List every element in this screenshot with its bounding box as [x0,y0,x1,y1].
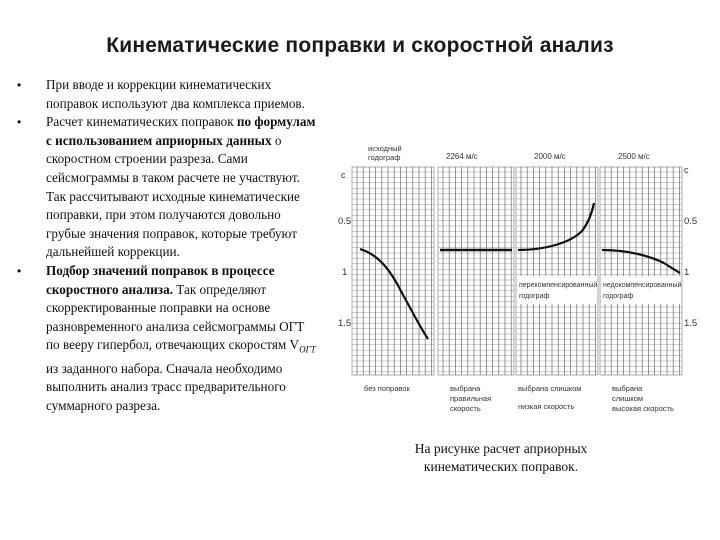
bullet-dot: • [17,263,22,278]
label-high-line3: высокая скорость [612,404,674,413]
bullet-3-text-mid: Так определяют скорректированные поправки на основе разновременного анализа сейсмограммы ОГТ по вееру гипербол, отвечающих скоростям V [46,281,305,353]
seismogram-svg [330,143,700,420]
label-correct-line1: выбрана [450,384,481,393]
panel-4-frame [600,167,682,375]
panel-3-frame [516,167,598,375]
slide-title: Кинематические поправки и скоростной анализ [106,34,614,57]
label-velocity-2264: 2264 м/с [446,152,478,161]
label-velocity-2000: 2000 м/с [534,152,566,161]
bullet-item-3 [16,262,321,415]
label-low-line1: выбрана слишком [518,384,582,393]
tick-right-1: 1 [684,267,690,278]
bullet-2-text-bold: по формулам с использованием априорных данных [46,114,316,148]
tick-left-1: 1 [342,267,348,278]
label-overcompensated-line1: перекомпенсированный [519,282,598,289]
tick-right-0-5: 0.5 [684,216,698,227]
tick-left-0-5: 0.5 [338,216,352,227]
bullet-2-text-start: Расчет кинематических поправок [46,114,237,130]
label-correct-line2: правильная [450,394,492,403]
label-high-line2: слишком [612,394,644,403]
bullet-item-2 [16,113,321,262]
axis-unit-left: с [341,170,346,180]
label-no-correction: без поправок [364,384,410,393]
bullet-1-text: При вводе и коррекции кинематических поправок используют два комплекса приемов. [46,77,305,111]
bullet-3-text-bold: Подбор значений поправок в процессе скоростного анализа. [46,262,275,297]
label-undercompensated-line1: недокомпенсированный [603,282,682,289]
bullet-item-1 [16,76,321,113]
label-hodograph-line1: исходный [368,144,402,153]
figure-caption [366,440,636,476]
axis-unit-right: с [684,165,689,175]
label-correct-line3: скорость [450,404,481,413]
label-overcompensated-line2: годограф [519,293,550,300]
caption-line-2: кинематических поправок. [423,459,579,474]
bullet-dot: • [17,115,22,130]
label-low-line2: низкая скорость [518,402,575,411]
label-hodograph-line2: годограф [368,153,401,162]
bullet-3-subscript: ОГТ [299,344,316,355]
bullet-dot: • [17,78,22,92]
seismogram-figure [330,143,700,420]
caption-line-1: На рисунке расчет априорных [414,441,588,456]
tick-left-1-5: 1.5 [338,318,352,329]
bullet-list [16,76,321,415]
panel-1-frame [352,167,434,375]
tick-right-1-5: 1.5 [684,318,698,329]
label-velocity-2500: 2500 м/с [618,152,650,161]
label-high-line1: выбрана [612,384,643,393]
bullet-2-text-end: о скоростном строении разреза. Сами сейсмограммы в таком расчете не участвуют. Так рассчитывают исходные кинематические поправки, при этом получаются довольно грубые значения поправок, которые требуют дальнейшей коррекции. [46,132,300,260]
bullet-3-text-end: из заданного набора. Сначала необходимо выполнить анализ трасс предварительного суммарного разреза. [46,360,286,413]
label-undercompensated-line2: годограф [603,293,634,300]
